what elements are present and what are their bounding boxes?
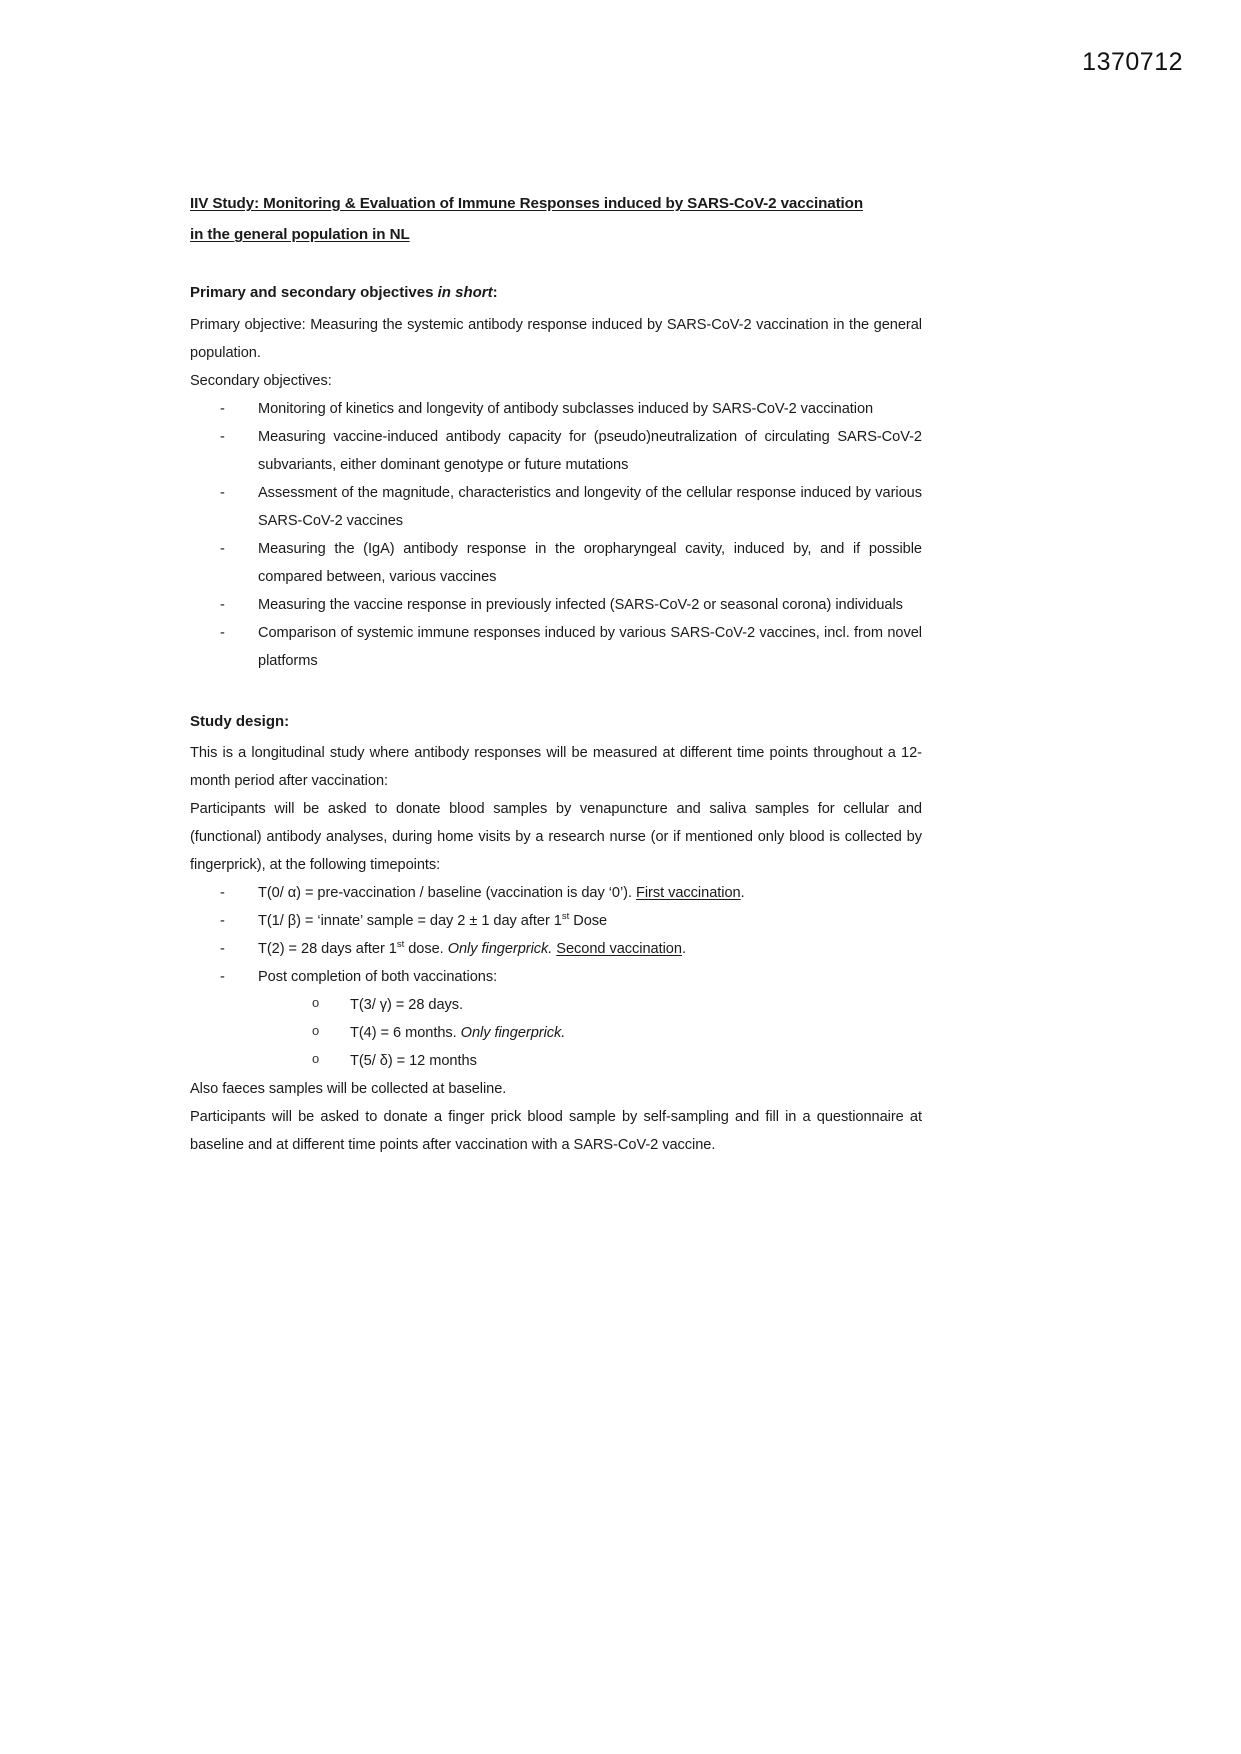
list-item — [190, 1047, 922, 1075]
list-item — [190, 619, 922, 675]
ordinal-suffix: st — [396, 939, 405, 951]
timepoint-t3-text: T(3/ γ) = 28 days. — [350, 997, 464, 1014]
post-completion-text: Post completion of both vaccinations: — [258, 969, 498, 986]
list-item — [190, 991, 922, 1019]
objectives-heading-italic: in short — [437, 284, 493, 302]
list-item-text: Monitoring of kinetics and longevity of antibody subclasses induced by SARS-CoV-2 vaccination — [258, 400, 874, 417]
list-item-text: Measuring the (IgA) antibody response in the oropharyngeal cavity, induced by, and if possible compared between, various vaccines — [258, 540, 922, 585]
timepoint-t2-text: T(2) = 28 days after 1 — [258, 941, 397, 958]
timepoint-t1-text: T(1/ β) = ‘innate’ sample = day 2 ± 1 day after 1 — [258, 913, 562, 930]
dash-marker: - — [220, 624, 225, 641]
timepoint-t2-italic: Only fingerprick. — [447, 941, 553, 958]
dash-marker: - — [220, 596, 225, 613]
timepoint-t5-text: T(5/ δ) = 12 months — [350, 1053, 477, 1070]
dash-marker: - — [220, 484, 225, 501]
list-item-text: Assessment of the magnitude, characteristics and longevity of the cellular response induced by various SARS-CoV-2 vaccines — [258, 484, 922, 529]
list-item — [190, 935, 922, 963]
list-item — [190, 907, 922, 935]
secondary-objectives-list — [190, 395, 922, 675]
dash-marker: - — [220, 400, 225, 417]
document-content — [190, 188, 922, 1159]
secondary-objectives-label: Secondary objectives: — [190, 372, 332, 389]
timepoint-t2-underline: Second vaccination — [556, 941, 682, 958]
list-item-text: Measuring the vaccine response in previously infected (SARS-CoV-2 or seasonal corona) individuals — [258, 596, 903, 613]
study-design-paragraph-2: Participants will be asked to donate blood samples by venapuncture and saliva samples for cellular and (functional) antibody analyses, during home visits by a research nurse (or if mentioned only blood is collected by fingerprick), at the following timepoints: — [190, 801, 922, 874]
dash-marker: - — [220, 540, 225, 557]
list-item — [190, 395, 922, 423]
objectives-heading-main: Primary and secondary objectives — [190, 284, 434, 302]
dash-marker: - — [220, 913, 225, 930]
document-title — [190, 188, 922, 250]
timepoint-t4-italic: Only fingerprick. — [460, 1025, 566, 1042]
dash-marker: - — [220, 885, 225, 902]
timepoint-t0-text: T(0/ α) = pre-vaccination / baseline (vaccination is day ‘0’). — [258, 885, 636, 902]
dash-marker: - — [220, 941, 225, 958]
list-item — [190, 591, 922, 619]
list-item — [190, 423, 922, 479]
circle-marker: o — [312, 1051, 320, 1067]
document-title-line-1: IIV Study: Monitoring & Evaluation of Immune Responses induced by SARS-CoV-2 vaccination — [190, 195, 864, 212]
document-number: 1370712 — [1082, 48, 1183, 76]
list-item — [190, 479, 922, 535]
timepoints-list — [190, 879, 922, 991]
timepoint-t2-mid: dose. — [404, 941, 448, 958]
primary-objective-paragraph: Primary objective: Measuring the systemic antibody response induced by SARS-CoV-2 vaccination in the general population. — [190, 316, 922, 361]
study-design-paragraph-4: Participants will be asked to donate a finger prick blood sample by self-sampling and fill in a questionnaire at baseline and at different time points after vaccination with a SARS-CoV-2 vaccine. — [190, 1109, 922, 1154]
timepoint-t0-underline: First vaccination — [636, 885, 741, 902]
list-item — [190, 963, 922, 991]
study-design-heading: Study design: — [190, 712, 290, 730]
document-title-line-2: in the general population in NL — [190, 226, 410, 244]
timepoint-t1-suffix: Dose — [569, 913, 608, 930]
dash-marker: - — [220, 969, 225, 986]
study-design-paragraph-1: This is a longitudinal study where antibody responses will be measured at different time points throughout a 12-month period after vaccination: — [190, 745, 922, 790]
circle-marker: o — [312, 995, 320, 1011]
timepoint-t0-suffix: . — [740, 885, 745, 902]
faeces-samples-paragraph: Also faeces samples will be collected at baseline. — [190, 1081, 507, 1098]
list-item-text: Measuring vaccine-induced antibody capacity for (pseudo)neutralization of circulating SARS-CoV-2 subvariants, either dominant genotype or future mutations — [258, 428, 922, 473]
list-item — [190, 535, 922, 591]
objectives-heading-suffix: : — [492, 284, 498, 302]
dash-marker: - — [220, 428, 225, 445]
list-item — [190, 1019, 922, 1047]
list-item — [190, 879, 922, 907]
post-completion-sublist — [190, 991, 922, 1075]
list-item-text: Comparison of systemic immune responses induced by various SARS-CoV-2 vaccines, incl. from novel platforms — [258, 624, 922, 669]
timepoint-t2-suffix: . — [681, 941, 686, 958]
ordinal-suffix: st — [561, 911, 570, 923]
timepoint-t4-text: T(4) = 6 months. — [350, 1025, 461, 1042]
circle-marker: o — [312, 1023, 320, 1039]
section-spacer — [190, 675, 922, 709]
objectives-heading — [190, 280, 922, 306]
